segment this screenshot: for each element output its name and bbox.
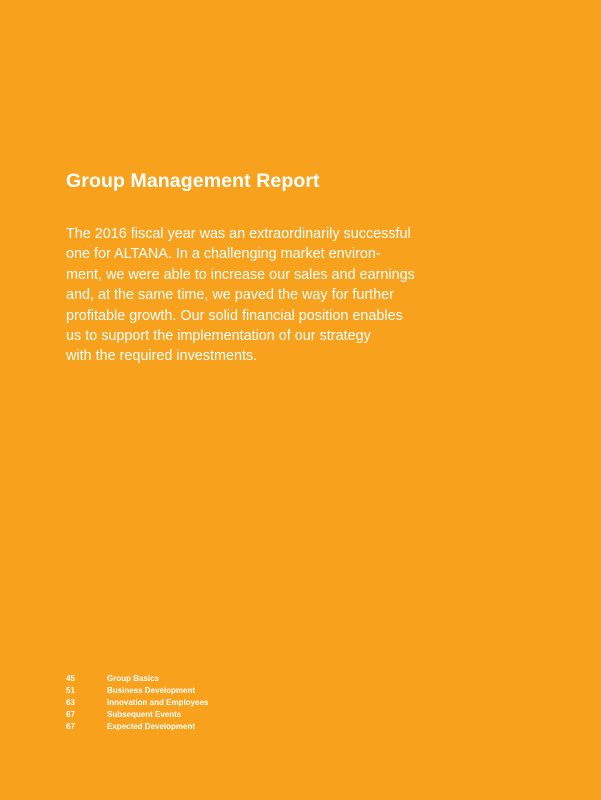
intro-line: The 2016 fiscal year was an extraordinarily successful bbox=[66, 226, 411, 242]
toc-page-number: 45 bbox=[66, 674, 75, 683]
intro-line: us to support the implementation of our strategy bbox=[66, 328, 371, 345]
intro-line: and, at the same time, we paved the way for further bbox=[66, 287, 394, 304]
table-of-contents bbox=[66, 673, 208, 733]
toc-item-group-basics[interactable] bbox=[66, 673, 208, 685]
toc-label: Innovation and Employees bbox=[107, 698, 209, 707]
intro-line: profitable growth. Our solid financial position enables bbox=[66, 307, 403, 324]
toc-page-number: 67 bbox=[66, 722, 75, 731]
toc-item-business-development[interactable] bbox=[66, 685, 208, 697]
toc-label: Subsequent Events bbox=[107, 710, 182, 719]
intro-paragraph bbox=[66, 224, 426, 367]
toc-item-subsequent-events[interactable] bbox=[66, 709, 208, 721]
intro-line: ment, we were able to increase our sales and earnings bbox=[66, 266, 415, 283]
toc-label: Group Basics bbox=[107, 674, 160, 683]
toc-page-number: 63 bbox=[66, 698, 75, 707]
toc-page-number: 67 bbox=[66, 710, 75, 719]
toc-label: Business Development bbox=[107, 686, 196, 695]
toc-label: Expected Development bbox=[107, 722, 196, 731]
toc-item-innovation-and-employees[interactable] bbox=[66, 697, 208, 709]
intro-line: one for ALTANA. In a challenging market environ- bbox=[66, 246, 381, 263]
intro-line: with the required investments. bbox=[66, 348, 258, 365]
toc-page-number: 51 bbox=[66, 686, 75, 695]
page-title: Group Management Report bbox=[66, 170, 320, 192]
toc-item-expected-development[interactable] bbox=[66, 721, 208, 733]
